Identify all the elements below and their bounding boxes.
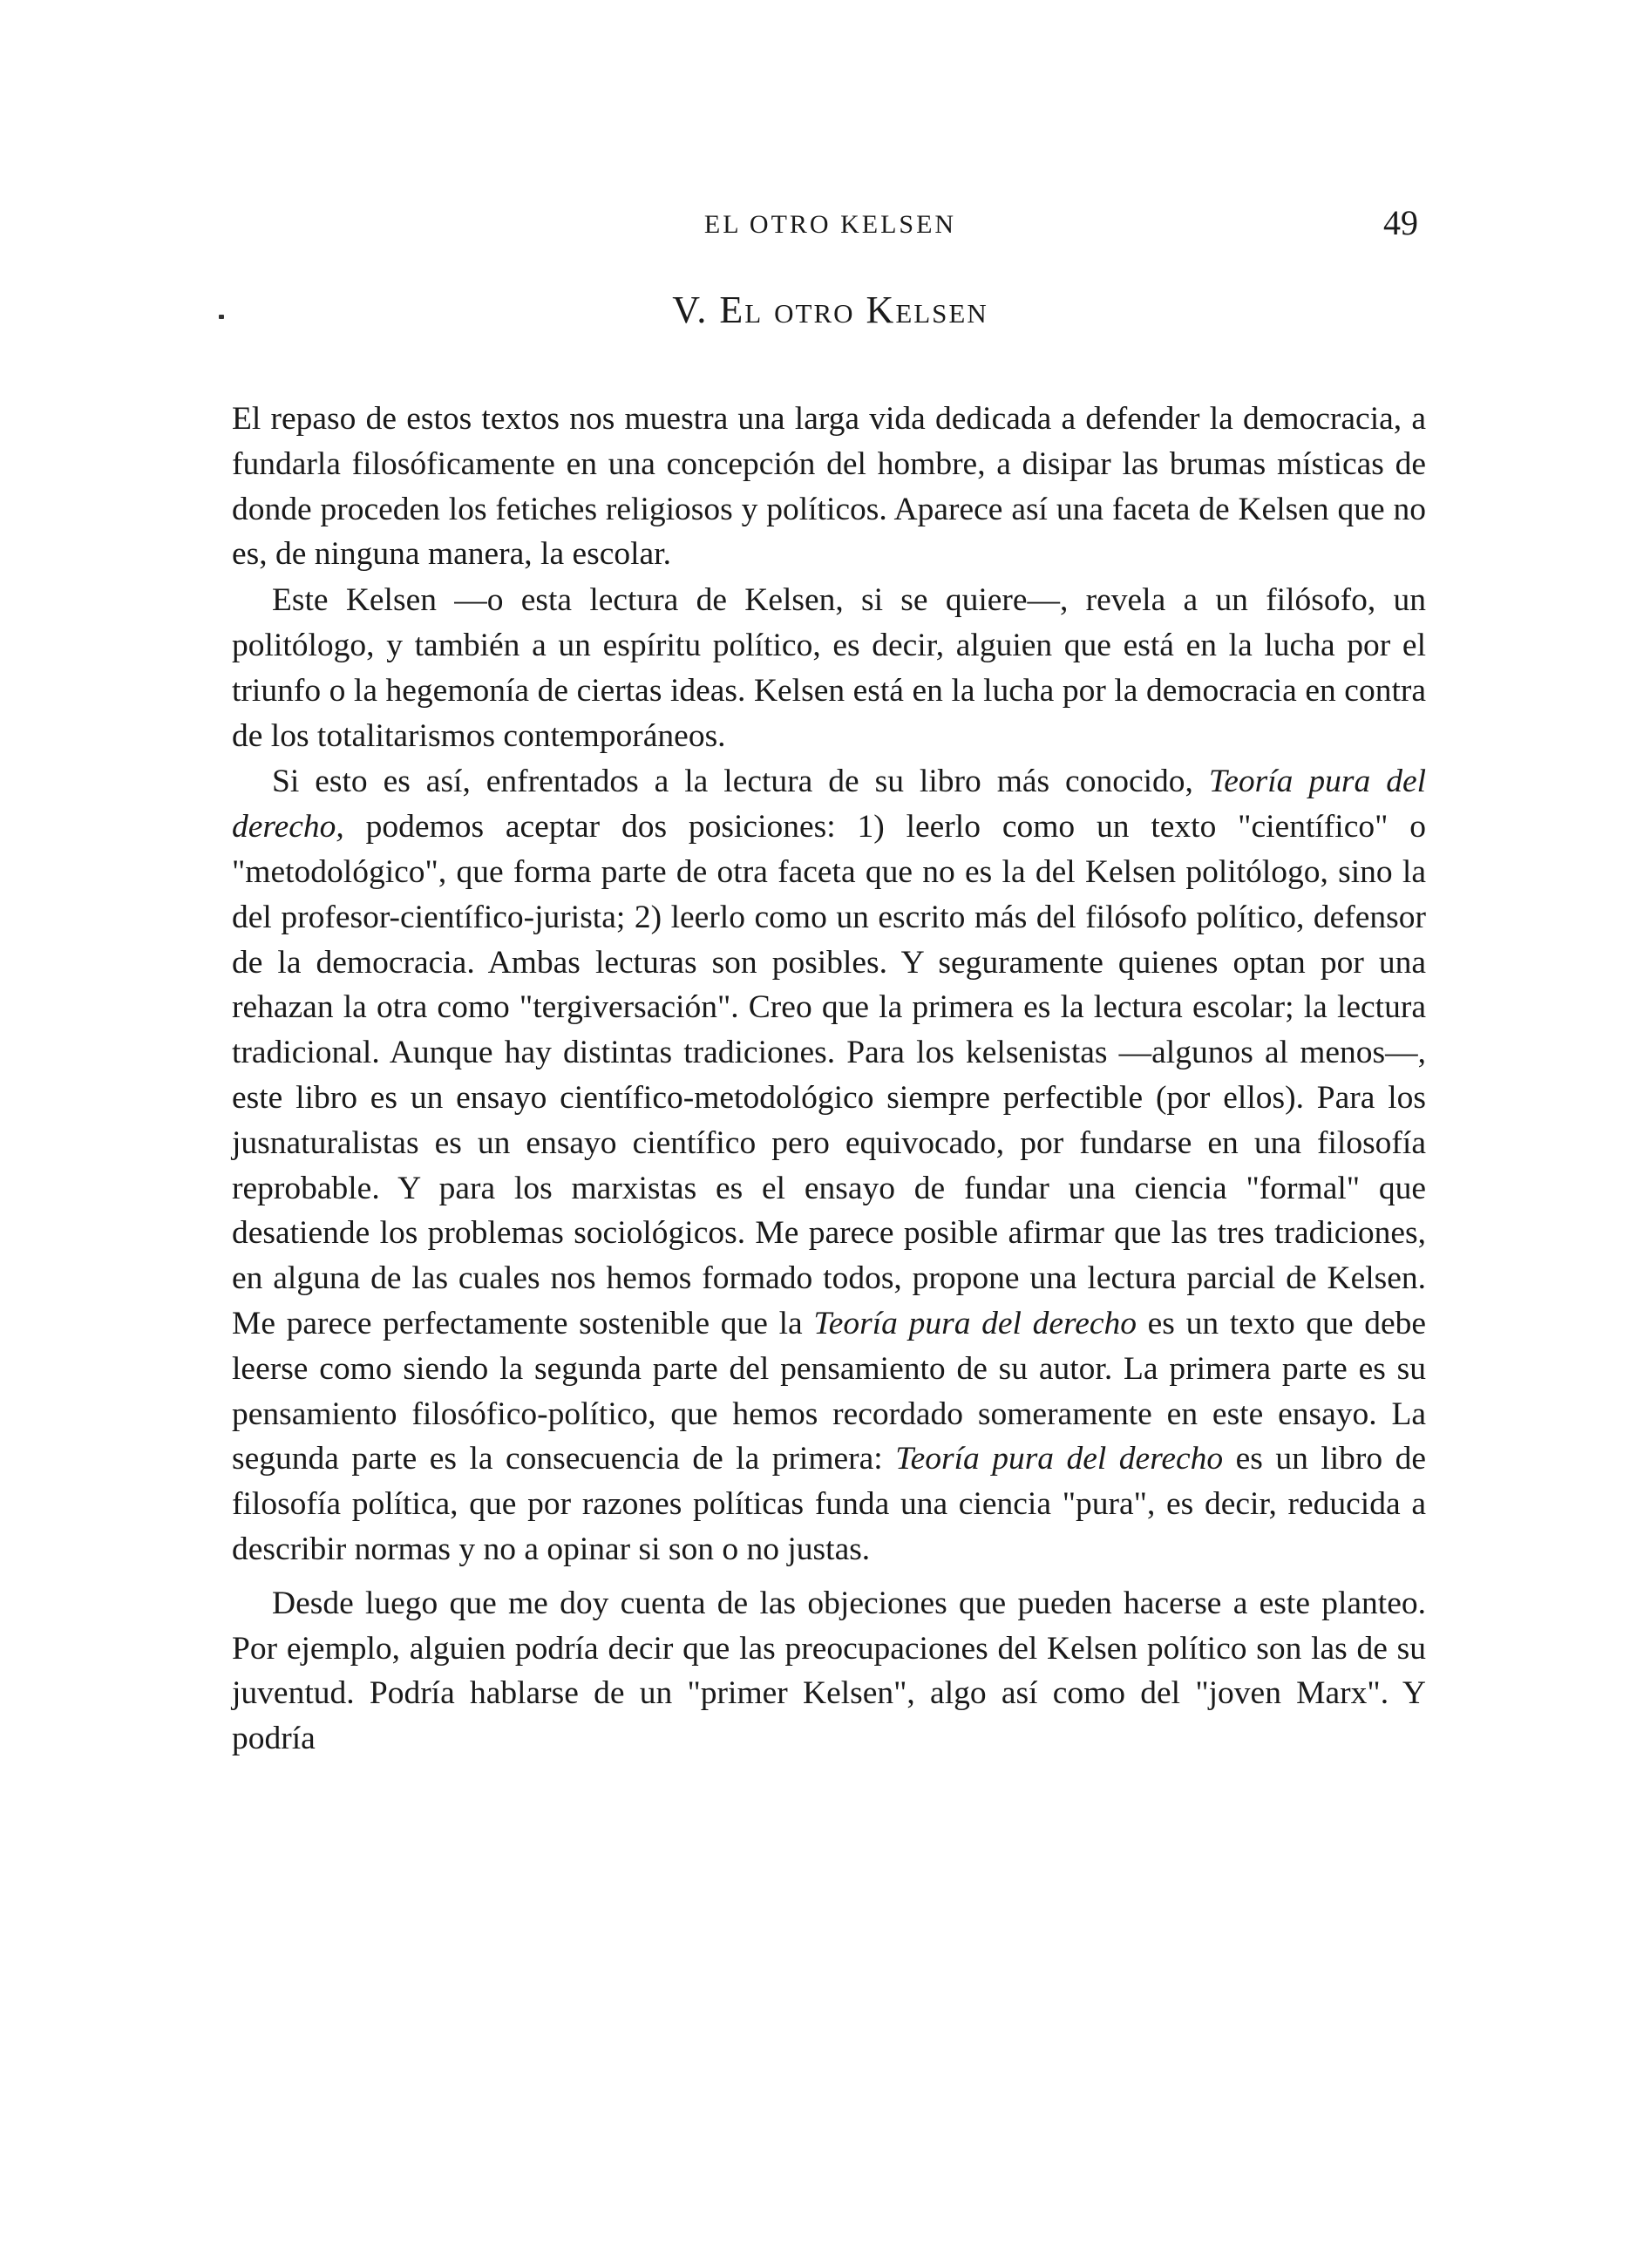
paragraph-3-part-d: es un libro de filosofía política, que por razones políticas funda una ciencia "pura", es decir, reducida a describir normas y no a opinar si son o no justas.: [232, 1441, 1426, 1567]
book-title-reference: Teoría pura del derecho: [813, 1305, 1137, 1341]
section-heading: V. El otro Kelsen: [672, 289, 988, 331]
stray-print-mark: [219, 315, 224, 319]
paragraph-2: Este Kelsen —o esta lectura de Kelsen, si se quiere—, revela a un filósofo, un politólogo, y también a un espíritu político, es decir, alguien que está en la lucha por el triunfo o la hegemonía de ciertas ideas. Kelsen está en la lucha por la democracia en contra de los totalitarismos contemporáneos.: [232, 582, 1426, 754]
paragraph-1: El repaso de estos textos nos muestra una larga vida dedicada a defender la democracia, a fundarla filosóficamente en una concepción del hombre, a disipar las brumas místicas de donde proceden los fetiches religiosos y políticos. Aparece así una faceta de Kelsen que no es, de ninguna manera, la escolar.: [232, 401, 1426, 573]
running-header: [235, 203, 1425, 242]
paragraph-4: Desde luego que me doy cuenta de las objeciones que pueden hacerse a este planteo. Por ejemplo, alguien podría decir que las preocupaciones del Kelsen político son las de su juventud. Podría hablarse de un "primer Kelsen", algo así como del "joven Marx". Y podría: [232, 1585, 1426, 1757]
paragraph-3-part-c: es un texto que debe leerse como siendo la segunda parte del pensamiento de su autor. La primera parte es su pensamiento filosófico-político, que hemos recordado someramente en este ensayo. La segunda parte es la consecuencia de la primera:: [232, 1305, 1426, 1477]
page-number: 49: [1383, 203, 1418, 242]
paragraph-3: [232, 759, 1426, 1572]
book-title-reference: Teoría pura del derecho: [895, 1441, 1224, 1477]
running-title: EL OTRO KELSEN: [703, 210, 957, 239]
paragraph-3-part-a: Si esto es así, enfrentados a la lectura de su libro más conocido,: [272, 764, 1193, 800]
book-title-reference: Teoría pura del derecho,: [232, 764, 1427, 845]
body-text: [232, 397, 1426, 1762]
paragraph-3-part-b: podemos aceptar dos posiciones: 1) leerlo como un texto "científico" o "metodológico", que forma parte de otra faceta que no es la del Kelsen politólogo, sino la del profesor-científico-jurista; 2) leerlo como un escrito más del filósofo político, defensor de la democracia. Ambas lecturas son posibles. Y seguramente quienes optan por una rehazan la otra como "tergiversación". Creo que la primera es la lectura escolar; la lectura tradicional. Aunque hay distintas tradiciones. Para los kelsenistas —algunos al menos—, este libro es un ensayo científico-metodológico siempre perfectible (por ellos). Para los jusnaturalistas es un ensayo científico pero equivocado, por fundarse en una filosofía reprobable. Y para los marxistas es el ensayo de fundar una ciencia "formal" que desatiende los problemas sociológicos. Me parece posible afirmar que las tres tradiciones, en alguna de las cuales nos hemos formado todos, propone una lectura parcial de Kelsen. Me parece perfectamente sostenible que la: [232, 809, 1426, 1341]
